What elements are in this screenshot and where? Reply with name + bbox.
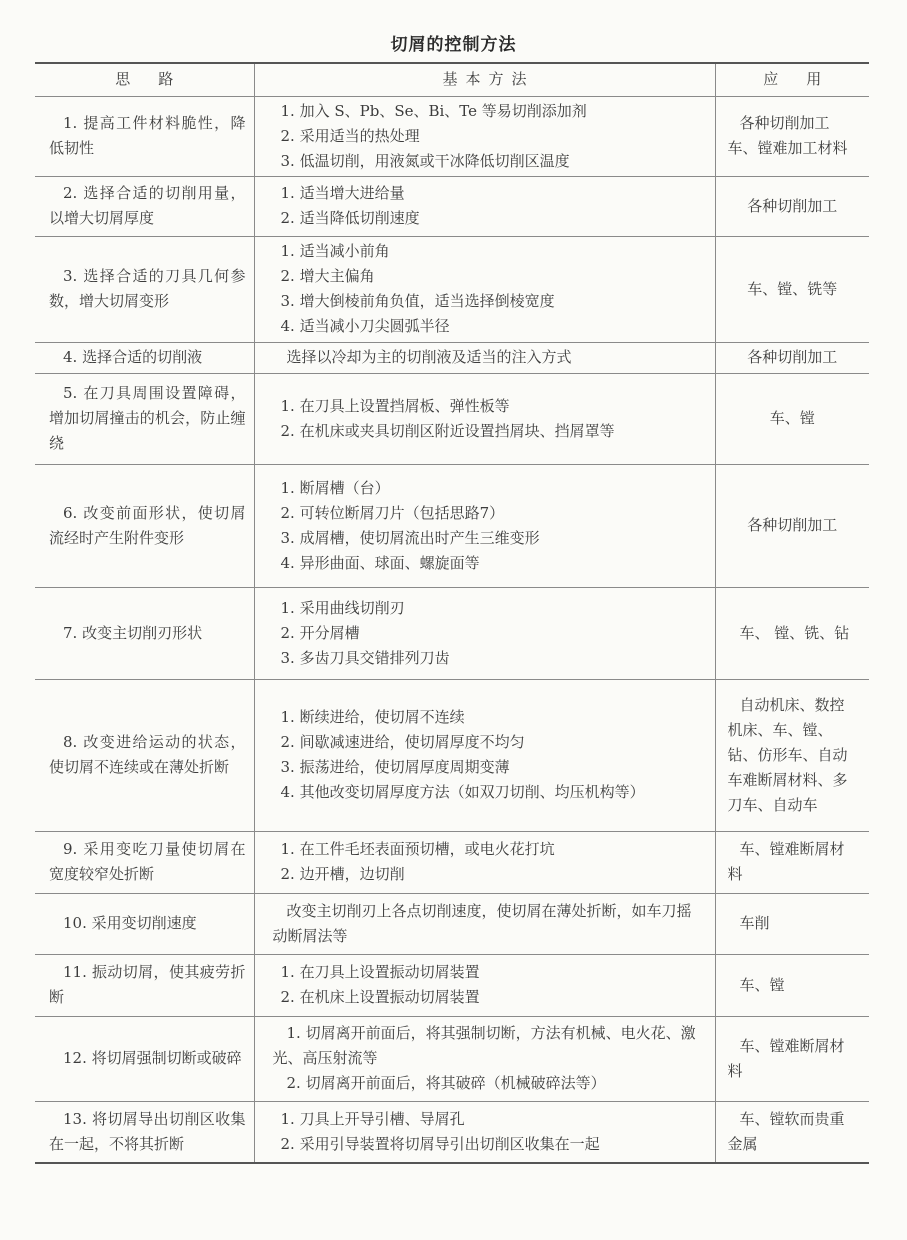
application-cell: 车削 xyxy=(715,893,869,954)
method-line: 2. 在机床或夹具切削区附近设置挡屑块、挡屑罩等 xyxy=(280,421,615,440)
method-line: 1. 适当增大进给量 xyxy=(280,184,405,202)
application-cell: 车、镗软而贵重金属 xyxy=(715,1101,869,1163)
application-cell: 车、镗难断屑材料 xyxy=(715,1016,869,1101)
application-cell: 车、镗 xyxy=(715,954,869,1016)
method-line: 1. 断屑槽（台） xyxy=(280,478,390,497)
idea-cell: 1. 提高工件材料脆性，降低韧性 xyxy=(35,96,254,176)
method-cell xyxy=(254,831,715,893)
table-row xyxy=(35,342,869,373)
method-line: 3. 增大倒棱前角负值，适当选择倒棱宽度 xyxy=(280,292,555,310)
method-line: 2. 可转位断屑刀片（包括思路7） xyxy=(280,503,505,522)
method-line: 2. 采用引导装置将切屑导引出切削区收集在一起 xyxy=(280,1134,600,1153)
method-line: 2. 间歇减速进给，使切屑厚度不均匀 xyxy=(280,733,525,751)
table-row xyxy=(35,831,869,893)
header-application: 应用 xyxy=(715,63,869,96)
method-cell xyxy=(254,679,715,831)
method-line: 3. 振荡进给，使切屑厚度周期变薄 xyxy=(280,758,510,776)
application-cell: 各种切削加工 车、镗难加工材料 xyxy=(715,96,869,176)
application-cell: 各种切削加工 xyxy=(715,464,869,587)
idea-cell: 5. 在刀具周围设置障碍，增加切屑撞击的机会，防止缠绕 xyxy=(35,373,254,464)
method-paragraph: 2. 切屑离开前面后，将其破碎（机械破碎法等） xyxy=(286,1074,606,1092)
method-line: 2. 增大主偏角 xyxy=(280,267,375,285)
method-line: 4. 异形曲面、球面、螺旋面等 xyxy=(280,553,480,572)
table-row xyxy=(35,679,869,831)
method-line: 1. 在工件毛坯表面预切槽，或电火花打坑 xyxy=(280,840,555,858)
table-title: 切屑的控制方法 xyxy=(390,35,517,55)
method-line: 1. 适当减小前角 xyxy=(280,242,390,260)
method-line: 4. 其他改变切屑厚度方法（如双刀切削、均压机构等） xyxy=(280,783,645,801)
table-row xyxy=(35,96,869,176)
method-cell xyxy=(254,587,715,679)
table-row xyxy=(35,1101,869,1163)
method-line: 1. 在刀具上设置挡屑板、弹性板等 xyxy=(280,396,510,415)
method-cell xyxy=(254,236,715,342)
application-cell: 车、镗难断屑材料 xyxy=(715,831,869,893)
method-paragraph: 1. 切屑离开前面后，将其强制切断，方法有机械、电火花、激光、高压射流等 xyxy=(272,1024,696,1067)
table-row xyxy=(35,464,869,587)
application-cell: 车、镗、铣等 xyxy=(715,236,869,342)
method-line: 3. 多齿刀具交错排列刀齿 xyxy=(280,648,450,667)
idea-cell: 8. 改变进给运动的状态，使切屑不连续或在薄处折断 xyxy=(35,679,254,831)
table-header-row xyxy=(35,63,869,96)
method-line: 2. 开分屑槽 xyxy=(280,623,360,642)
method-cell: 改变主切削刃上各点切削速度，使切屑在薄处折断，如车刀摇动断屑法等 xyxy=(254,893,715,954)
method-line: 4. 适当减小刀尖圆弧半径 xyxy=(280,317,450,335)
idea-cell: 7. 改变主切削刃形状 xyxy=(35,587,254,679)
method-line: 3. 低温切削，用液氮或干冰降低切削区温度 xyxy=(280,151,570,170)
table-row xyxy=(35,893,869,954)
method-line: 1. 加入 S、Pb、Se、Bi、Te 等易切削添加剂 xyxy=(280,101,587,120)
method-line: 2. 在机床上设置振动切屑装置 xyxy=(280,988,480,1006)
chip-control-table xyxy=(35,62,869,1164)
table-row xyxy=(35,176,869,236)
table-row xyxy=(35,373,869,464)
idea-cell: 13. 将切屑导出切削区收集在一起，不将其折断 xyxy=(35,1101,254,1163)
method-cell xyxy=(254,464,715,587)
application-cell: 车、 镗、铣、钻 xyxy=(715,587,869,679)
idea-cell: 6. 改变前面形状，使切屑流经时产生附件变形 xyxy=(35,464,254,587)
method-line: 1. 采用曲线切削刃 xyxy=(280,598,405,617)
method-cell xyxy=(254,954,715,1016)
application-cell: 自动机床、数控机床、车、镗、钻、仿形车、自动车难断屑材料、多刀车、自动车 xyxy=(715,679,869,831)
method-cell xyxy=(254,1101,715,1163)
table-row xyxy=(35,1016,869,1101)
table-row xyxy=(35,236,869,342)
application-cell: 车、镗 xyxy=(715,373,869,464)
idea-cell: 2. 选择合适的切削用量，以增大切屑厚度 xyxy=(35,176,254,236)
application-cell: 各种切削加工 xyxy=(715,176,869,236)
method-line: 2. 采用适当的热处理 xyxy=(280,126,420,145)
method-line: 1. 断续进给，使切屑不连续 xyxy=(280,708,465,726)
method-cell xyxy=(254,96,715,176)
method-cell xyxy=(254,373,715,464)
table-row xyxy=(35,954,869,1016)
idea-cell: 12. 将切屑强制切断或破碎 xyxy=(35,1016,254,1101)
idea-cell: 11. 振动切屑，使其疲劳折断 xyxy=(35,954,254,1016)
application-cell: 各种切削加工 xyxy=(715,342,869,373)
method-line: 1. 在刀具上设置振动切屑装置 xyxy=(280,963,480,981)
table-row xyxy=(35,587,869,679)
method-cell xyxy=(254,1016,715,1101)
method-cell xyxy=(254,176,715,236)
idea-cell: 4. 选择合适的切削液 xyxy=(35,342,254,373)
method-line: 3. 成屑槽，使切屑流出时产生三维变形 xyxy=(280,528,540,547)
method-cell: 选择以冷却为主的切削液及适当的注入方式 xyxy=(254,342,715,373)
idea-cell: 9. 采用变吃刀量使切屑在宽度较窄处折断 xyxy=(35,831,254,893)
idea-cell: 3. 选择合适的刀具几何参数，增大切屑变形 xyxy=(35,236,254,342)
header-method: 基本方法 xyxy=(254,63,715,96)
method-line: 1. 刀具上开导引槽、导屑孔 xyxy=(280,1109,465,1128)
idea-cell: 10. 采用变切削速度 xyxy=(35,893,254,954)
header-idea: 思路 xyxy=(35,63,254,96)
method-line: 2. 适当降低切削速度 xyxy=(280,209,420,227)
method-line: 2. 边开槽，边切削 xyxy=(280,865,405,883)
